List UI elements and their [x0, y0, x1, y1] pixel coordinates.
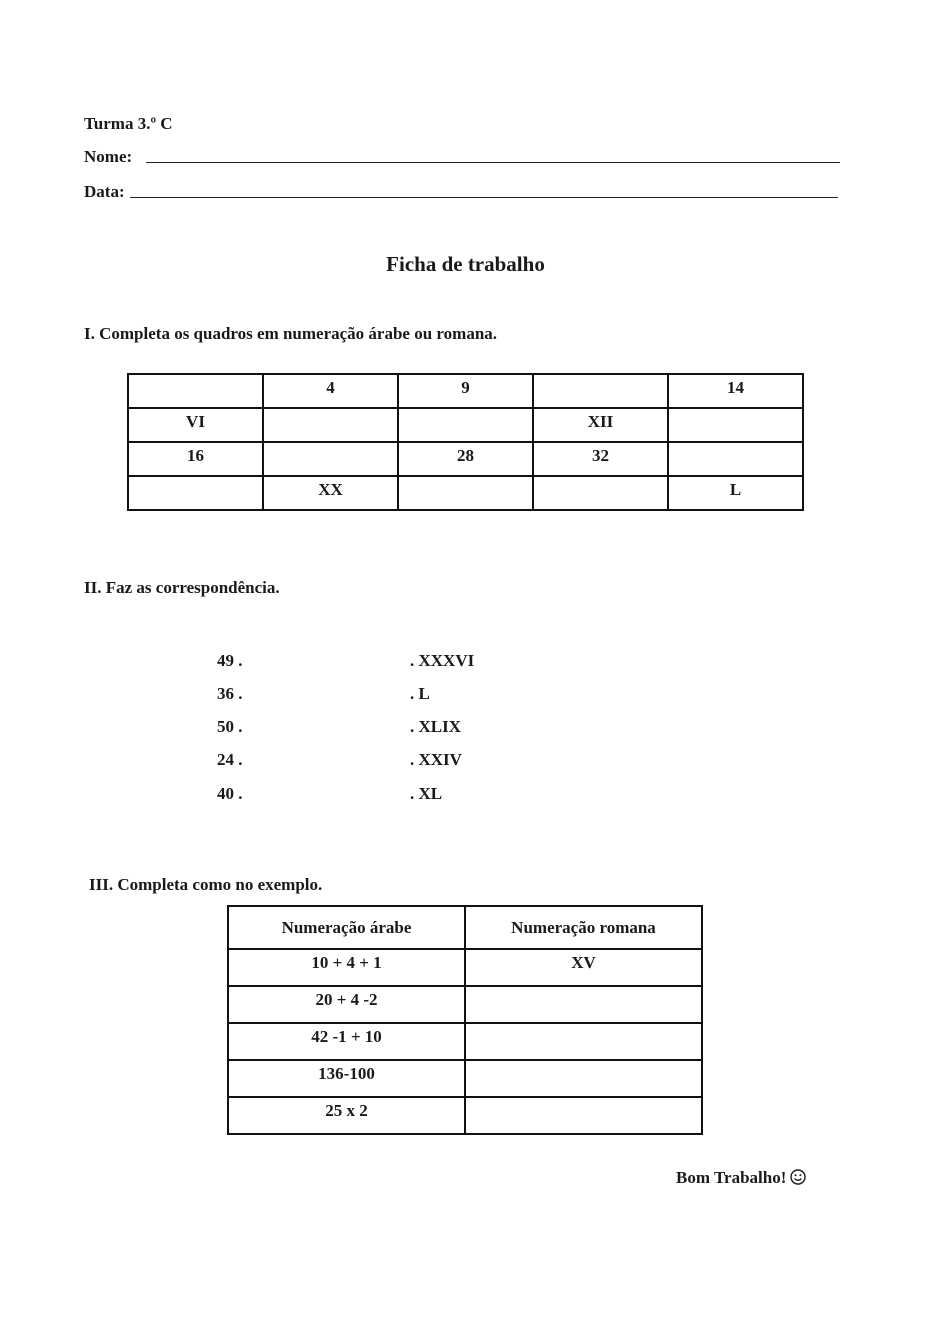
match-right-item[interactable]: . L — [410, 684, 430, 703]
section-1-heading: I. Completa os quadros em numeração árabe ou romana. — [84, 324, 498, 343]
arabic-expression-cell: 136-100 — [228, 1060, 465, 1097]
match-right-item[interactable]: . XL — [410, 784, 443, 803]
grid-cell: XII — [533, 408, 668, 442]
match-right-item[interactable]: . XXXVI — [410, 651, 475, 670]
grid-cell: 9 — [398, 374, 533, 408]
match-right-item[interactable]: . XLIX — [410, 717, 462, 736]
class-label: Turma 3.º C — [84, 114, 173, 133]
closing-message — [676, 1168, 806, 1188]
grid-cell-blank[interactable] — [533, 374, 668, 408]
grid-cell-blank[interactable] — [398, 408, 533, 442]
match-right-item[interactable]: . XXIV — [410, 750, 462, 769]
roman-answer-cell: XV — [465, 949, 702, 986]
grid-cell-blank[interactable] — [668, 442, 803, 476]
grid-cell-blank[interactable] — [533, 476, 668, 510]
roman-answer-blank[interactable] — [465, 1060, 702, 1097]
grid-row — [128, 442, 803, 476]
grid-row — [128, 374, 803, 408]
name-field-line[interactable] — [146, 162, 840, 163]
conversion-row — [228, 949, 702, 986]
arabic-expression-cell: 20 + 4 -2 — [228, 986, 465, 1023]
arabic-expression-cell: 10 + 4 + 1 — [228, 949, 465, 986]
grid-row — [128, 408, 803, 442]
numeral-grid-table — [127, 373, 804, 511]
column-header-roman: Numeração romana — [465, 906, 702, 949]
grid-cell: 4 — [263, 374, 398, 408]
conversion-row — [228, 1060, 702, 1097]
grid-cell: L — [668, 476, 803, 510]
conversion-row — [228, 986, 702, 1023]
grid-row — [128, 476, 803, 510]
roman-answer-blank[interactable] — [465, 986, 702, 1023]
grid-cell-blank[interactable] — [263, 442, 398, 476]
grid-cell: 32 — [533, 442, 668, 476]
grid-cell-blank[interactable] — [128, 476, 263, 510]
grid-cell-blank[interactable] — [128, 374, 263, 408]
match-left-item[interactable]: 24 . — [217, 750, 243, 769]
grid-cell: XX — [263, 476, 398, 510]
date-label: Data: — [84, 182, 125, 201]
date-field-line[interactable] — [130, 197, 838, 198]
grid-cell: 16 — [128, 442, 263, 476]
section-3-heading: III. Completa como no exemplo. — [89, 875, 323, 894]
grid-cell-blank[interactable] — [263, 408, 398, 442]
conversion-table-header-row — [228, 906, 702, 949]
grid-cell-blank[interactable] — [668, 408, 803, 442]
match-left-item[interactable]: 49 . — [217, 651, 243, 670]
arabic-expression-cell: 25 x 2 — [228, 1097, 465, 1134]
roman-answer-blank[interactable] — [465, 1023, 702, 1060]
match-left-item[interactable]: 40 . — [217, 784, 243, 803]
match-left-item[interactable]: 36 . — [217, 684, 243, 703]
grid-cell: VI — [128, 408, 263, 442]
conversion-row — [228, 1097, 702, 1134]
roman-answer-blank[interactable] — [465, 1097, 702, 1134]
conversion-row — [228, 1023, 702, 1060]
grid-cell: 14 — [668, 374, 803, 408]
smiley-icon — [790, 1169, 806, 1185]
name-label: Nome: — [84, 147, 133, 166]
section-2-heading: II. Faz as correspondência. — [84, 578, 280, 597]
grid-cell-blank[interactable] — [398, 476, 533, 510]
grid-cell: 28 — [398, 442, 533, 476]
column-header-arabic: Numeração árabe — [228, 906, 465, 949]
conversion-table — [227, 905, 703, 1135]
arabic-expression-cell: 42 -1 + 10 — [228, 1023, 465, 1060]
closing-text: Bom Trabalho! — [676, 1168, 787, 1187]
match-left-item[interactable]: 50 . — [217, 717, 243, 736]
page-title: Ficha de trabalho — [386, 252, 545, 276]
